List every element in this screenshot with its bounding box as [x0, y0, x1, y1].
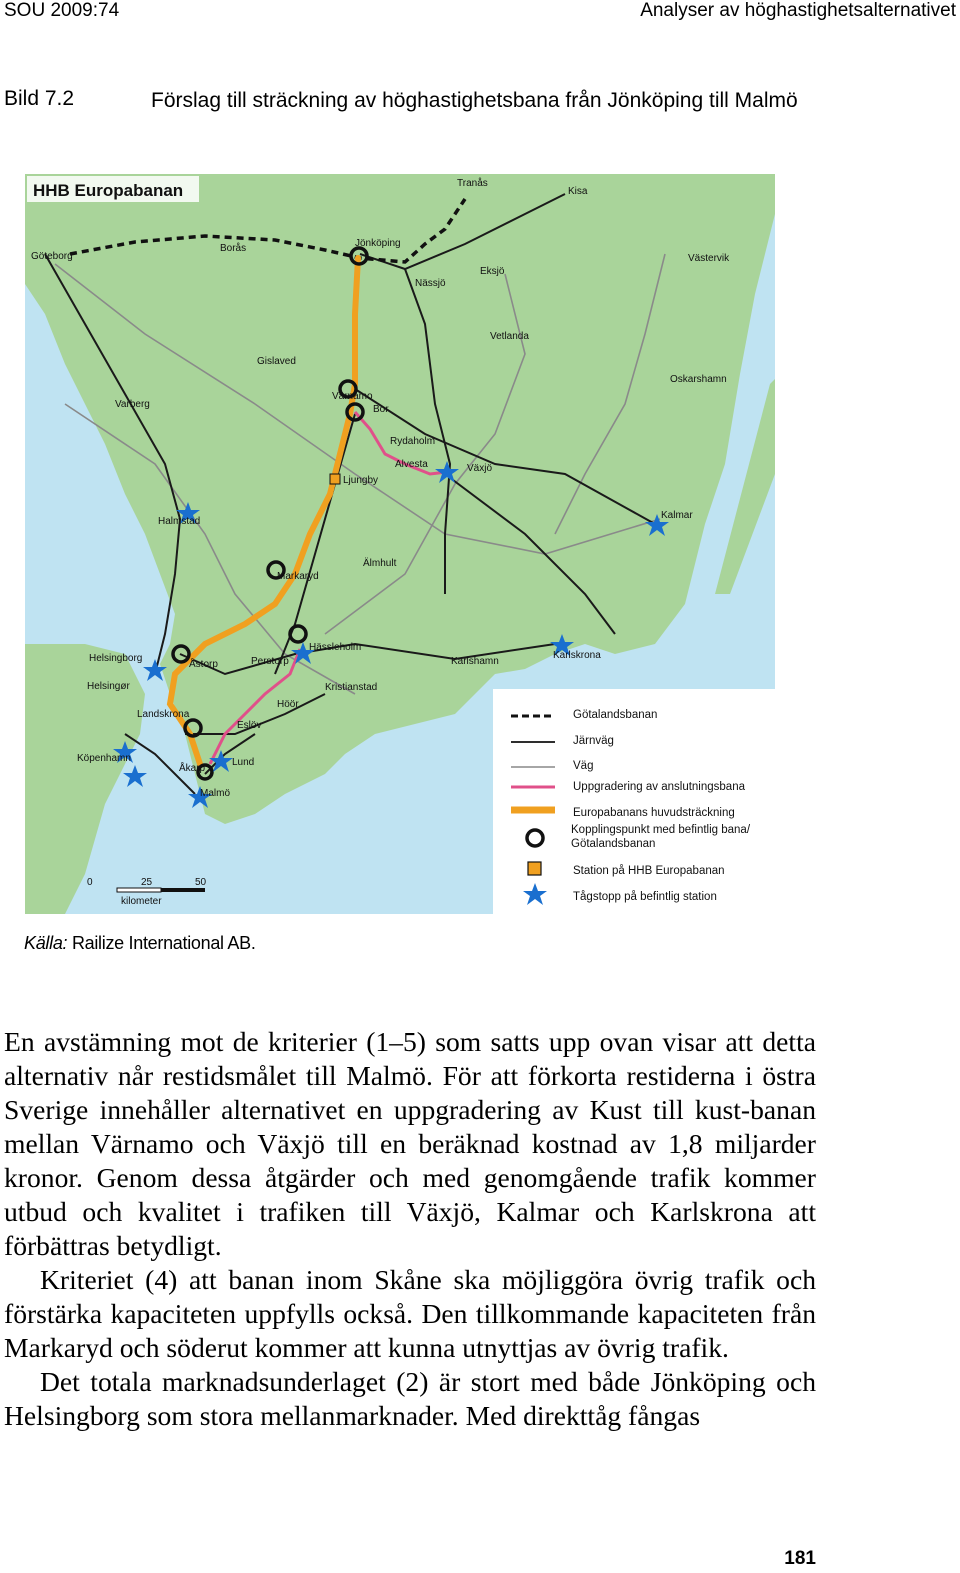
legend-station: Station på HHB Europabanan	[573, 865, 725, 877]
label-bor: Bor	[373, 404, 389, 415]
label-lund: Lund	[232, 757, 255, 768]
label-tranas: Tranås	[457, 178, 488, 189]
running-header-right: Analyser av höghastighetsalternativet	[640, 0, 956, 21]
station-ljungby-marker	[330, 474, 340, 484]
legend-kopplingspunkt: Kopplingspunkt med befintlig bana/ Götalandsbanan	[571, 824, 751, 850]
label-eslov: Eslöv	[237, 720, 262, 731]
label-goteborg: Göteborg	[31, 251, 73, 262]
label-helsingor: Helsingør	[87, 681, 130, 692]
scale-tick-25: 25	[141, 877, 153, 888]
page-number: 181	[784, 1548, 816, 1569]
label-halmstad: Halmstad	[158, 516, 201, 527]
label-gislaved: Gislaved	[257, 356, 296, 367]
label-nassjo: Nässjö	[415, 278, 446, 289]
rail-map	[25, 174, 775, 914]
label-vaxjo: Växjö	[467, 463, 493, 474]
label-almhult: Älmhult	[363, 558, 397, 569]
paragraph-3: Det totala marknadsunderlaget (2) är stort med både Jönköping och Helsingborg som stora mellanmarknader. Med direkttåg fångas	[4, 1366, 816, 1431]
label-eksjo: Eksjö	[480, 266, 505, 277]
figure-source	[24, 933, 256, 954]
running-header-left: SOU 2009:74	[4, 0, 120, 21]
legend-jarnvag: Järnväg	[573, 735, 614, 747]
label-markaryd: Markaryd	[277, 571, 319, 582]
scale-tick-50: 50	[195, 877, 207, 888]
label-hassleholm: Hässleholm	[309, 642, 362, 653]
label-varberg: Varberg	[115, 399, 150, 410]
label-jonkoping: Jönköping	[355, 238, 401, 249]
label-akarp: Åkarp	[179, 763, 206, 774]
legend-vag: Väg	[573, 760, 594, 772]
figure-number: Bild 7.2	[4, 87, 75, 110]
source-text: Railize International AB.	[71, 933, 256, 953]
label-kisa: Kisa	[568, 186, 588, 197]
legend-gotalandsbanan: Götalandsbanan	[573, 709, 658, 721]
map-legend	[493, 689, 775, 914]
label-astorp: Åstorp	[189, 659, 218, 670]
figure-title: Förslag till sträckning av höghastighetsbana från Jönköping till Malmö	[151, 89, 798, 112]
map-title: HHB Europabanan	[33, 181, 184, 200]
legend-tagstopp: Tågstopp på befintlig station	[573, 891, 717, 903]
label-kalmar: Kalmar	[661, 510, 693, 521]
legend-europabanan: Europabanans huvudsträckning	[573, 807, 735, 819]
label-kristianstad: Kristianstad	[325, 682, 378, 693]
label-hoor: Höör	[277, 699, 299, 710]
source-label: Källa:	[24, 933, 68, 953]
legend-uppgradering: Uppgradering av anslutningsbana	[573, 781, 745, 793]
label-rydaholm: Rydaholm	[390, 436, 436, 447]
paragraph-1: En avstämning mot de kriterier (1–5) som satts upp ovan visar att detta alternativ når restidsmålet till Malmö. För att förkorta restiderna i östra Sverige innehåller alternativet en uppgradering av Kust till kust-banan mellan Värnamo och Växjö till en beräknad kostnad av 1,8 miljarder kronor. Genom dessa åtgärder och med genomgående trafik kommer utbud och kvalitet i trafiken till Växjö, Kalmar och Karlskrona att förbättras betydligt.	[4, 1026, 816, 1261]
label-perstorp: Perstorp	[251, 656, 289, 667]
label-karlskrona: Karlskrona	[553, 650, 601, 661]
label-varnamo: Värnamo	[332, 391, 373, 402]
label-ljungby: Ljungby	[343, 475, 379, 486]
label-boras: Borås	[220, 243, 247, 254]
label-vastervik: Västervik	[688, 253, 730, 264]
body-text	[4, 1025, 816, 1433]
label-karlshamn: Karlshamn	[451, 656, 499, 667]
paragraph-2: Kriteriet (4) att banan inom Skåne ska möjliggöra övrig trafik och förstärka kapaciteten uppfylls också. Den tillkommande kapaciteten från Markaryd och söderut kommer att kunna utnyttjas av övrig trafik.	[4, 1264, 816, 1363]
label-kopenhamn: Köpenhamn	[77, 753, 131, 764]
label-alvesta: Alvesta	[395, 459, 428, 470]
scale-tick-0: 0	[87, 877, 93, 888]
label-malmo: Malmö	[200, 788, 231, 799]
label-vetlanda: Vetlanda	[490, 331, 529, 342]
scale-unit: kilometer	[121, 896, 162, 907]
label-landskrona: Landskrona	[137, 709, 190, 720]
label-oskarshamn: Oskarshamn	[670, 374, 727, 385]
label-helsingborg: Helsingborg	[89, 653, 143, 664]
